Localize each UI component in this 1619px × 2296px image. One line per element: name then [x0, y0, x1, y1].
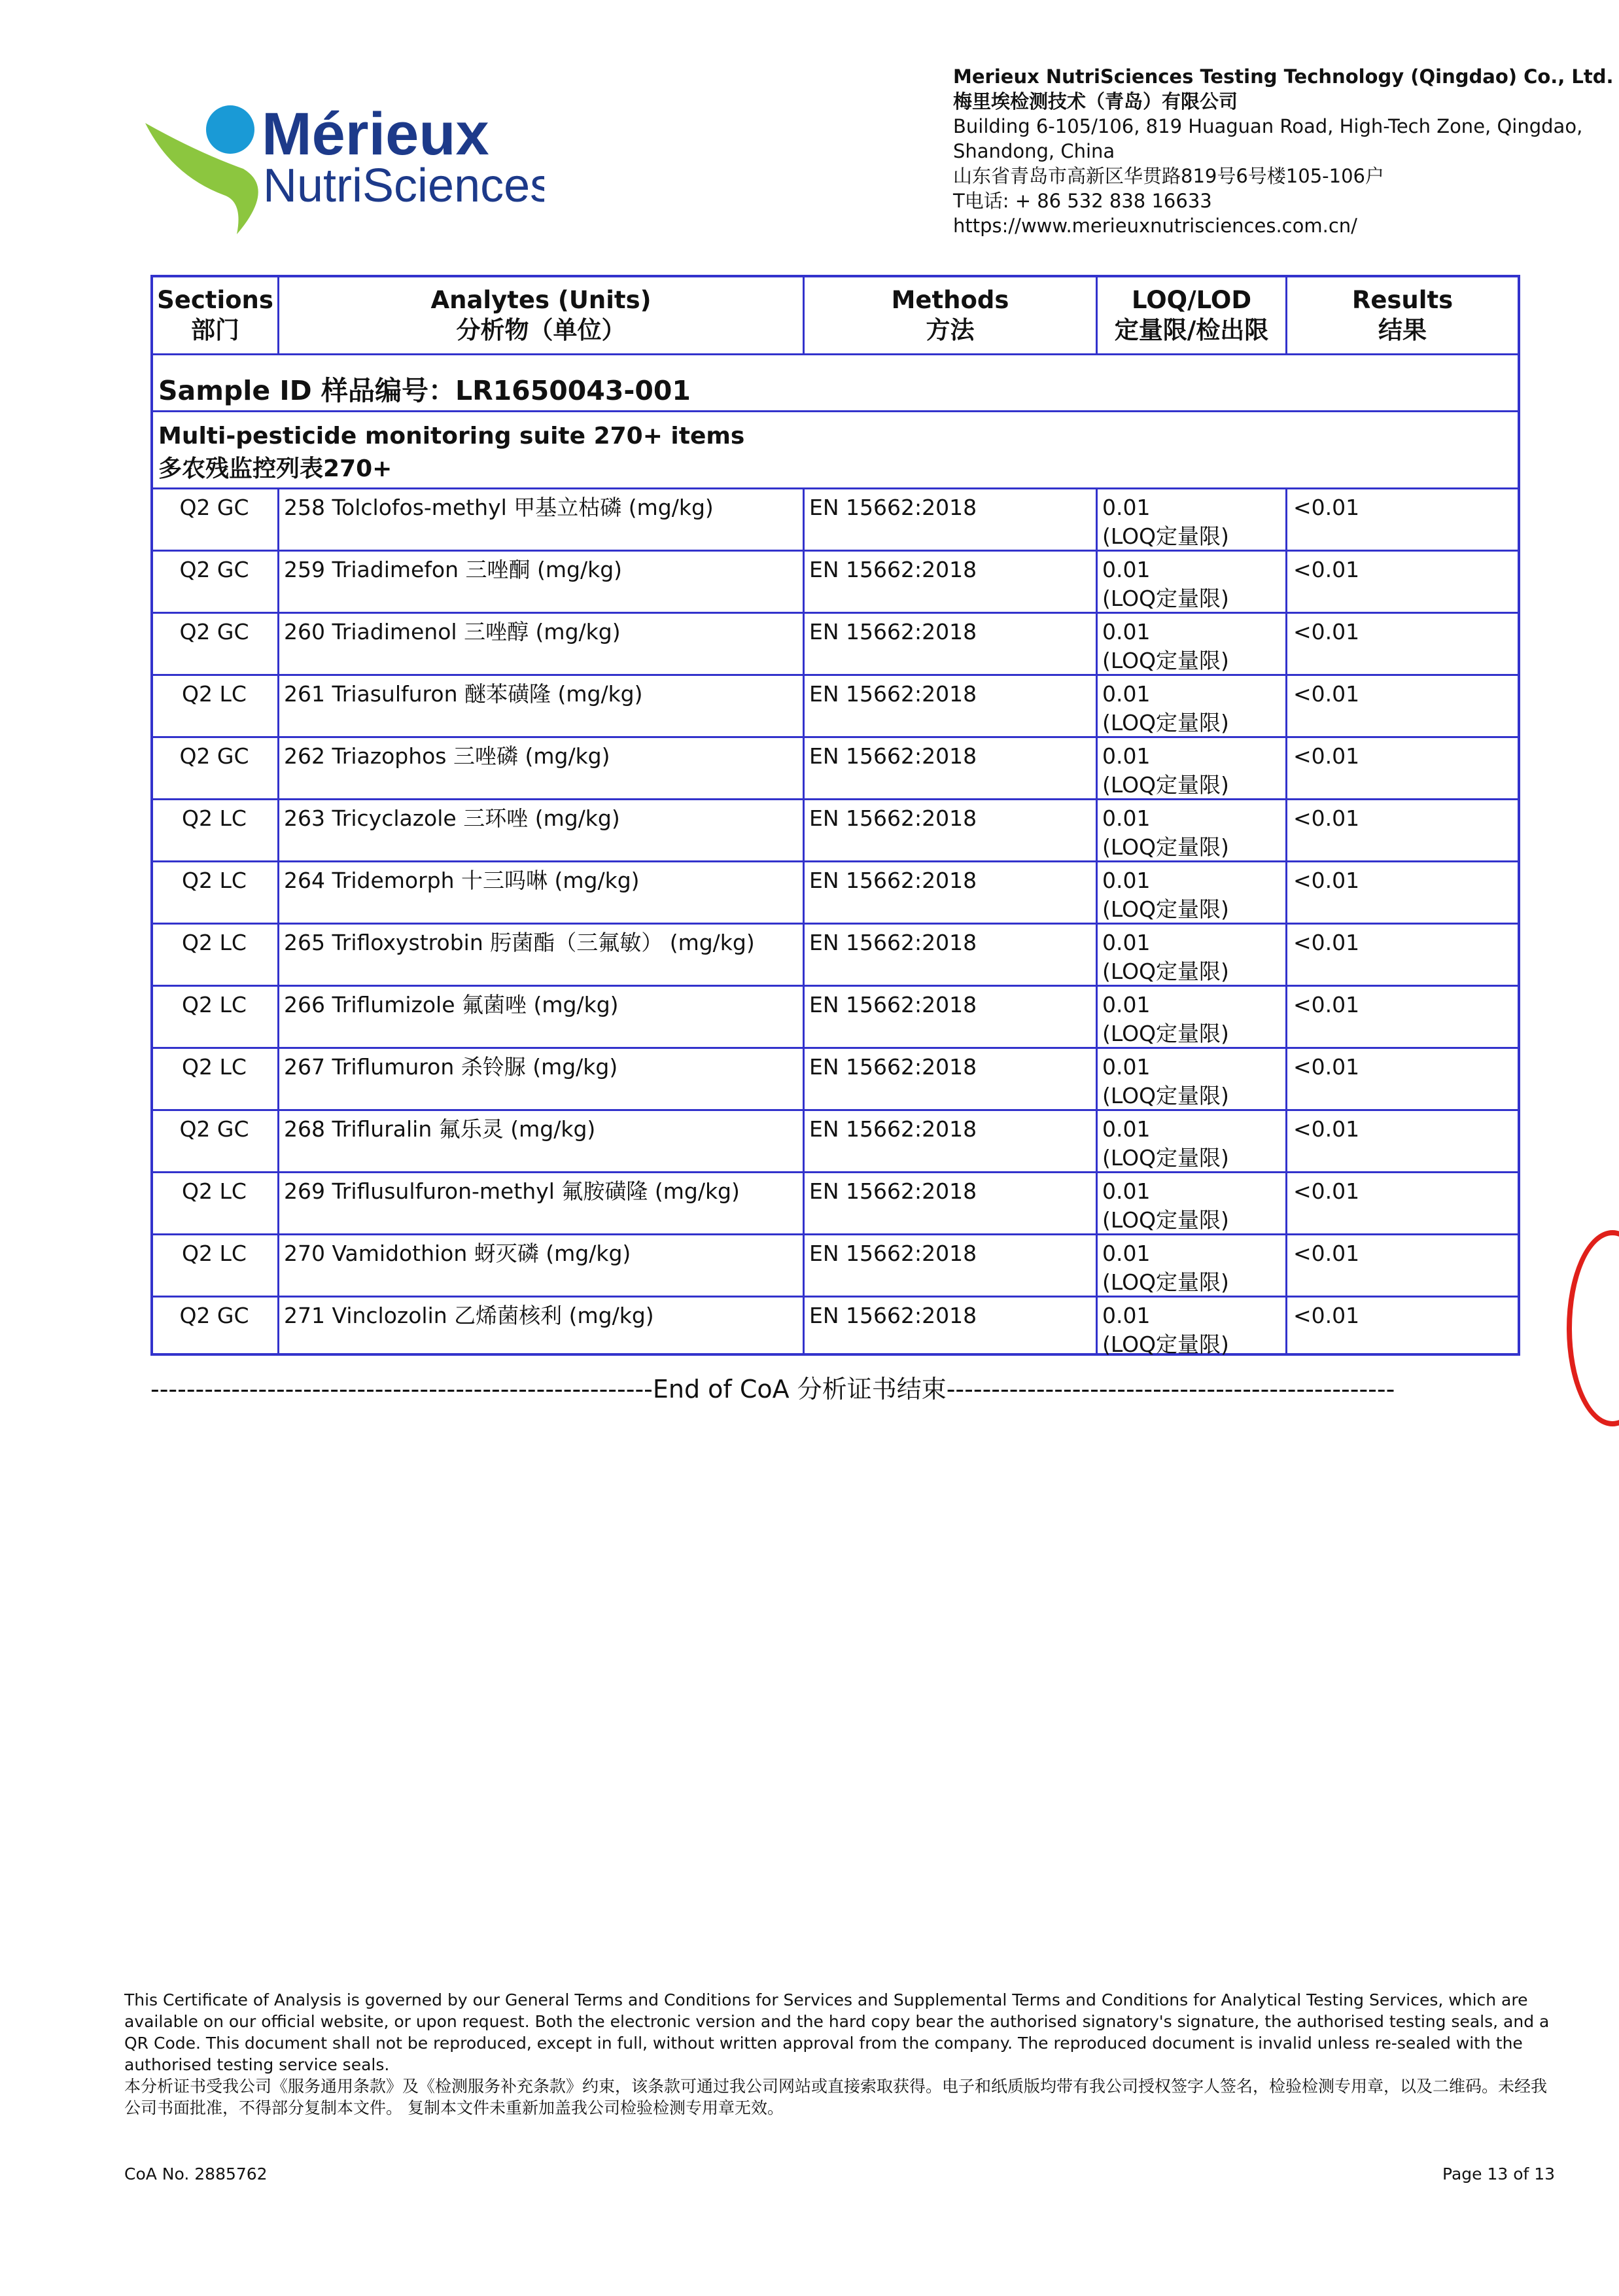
suite-title-cn: 多农残监控列表270+ — [158, 455, 392, 482]
table-row — [153, 985, 1518, 1047]
cell-analyte: 264 Tridemorph 十三吗啉 (mg/kg) — [284, 868, 640, 893]
results-table — [150, 275, 1520, 1356]
company-name-cn: 梅里埃检测技术（青岛）有限公司 — [953, 90, 1238, 113]
company-logo — [145, 97, 544, 234]
table-row — [153, 1171, 1518, 1233]
table-row — [153, 736, 1518, 798]
table-header — [153, 277, 1518, 355]
cell-analyte: 262 Triazophos 三唑磷 (mg/kg) — [284, 743, 610, 769]
cell-analyte: 268 Trifluralin 氟乐灵 (mg/kg) — [284, 1116, 596, 1142]
cell-method: EN 15662:2018 — [809, 1241, 977, 1266]
table-row — [153, 612, 1518, 674]
cell-result: <0.01 — [1293, 681, 1360, 707]
cell-analyte: 270 Vamidothion 蚜灭磷 (mg/kg) — [284, 1241, 631, 1266]
cell-loq-note: (LOQ定量限) — [1102, 896, 1229, 922]
cell-loq-note: (LOQ定量限) — [1102, 710, 1229, 735]
table-row — [153, 550, 1518, 612]
table-row — [153, 1109, 1518, 1171]
company-address-en-1: Building 6-105/106, 819 Huaguan Road, High-Tech Zone, Qingdao, — [953, 115, 1583, 137]
cell-section: Q2 LC — [182, 868, 247, 893]
cell-section: Q2 LC — [182, 1054, 247, 1080]
header-analytes — [279, 277, 803, 353]
cell-loq-value: 0.01 — [1102, 1116, 1151, 1142]
cell-analyte: 267 Triflumuron 杀铃脲 (mg/kg) — [284, 1054, 618, 1080]
cell-section: Q2 GC — [179, 619, 249, 645]
company-website[interactable]: https://www.merieuxnutrisciences.com.cn/ — [953, 215, 1357, 237]
cell-loq — [1102, 1115, 1229, 1173]
cell-loq-value: 0.01 — [1102, 1054, 1151, 1080]
end-of-coa: --------------------------------------------------------End of CoA 分析证书结束-------------------------------------------------- — [150, 1375, 1395, 1404]
cell-loq-note: (LOQ定量限) — [1102, 1083, 1229, 1108]
cell-result: <0.01 — [1293, 743, 1360, 769]
suite-title — [158, 420, 744, 486]
cell-section: Q2 GC — [179, 743, 249, 769]
cell-loq-value: 0.01 — [1102, 930, 1151, 955]
cell-loq-note: (LOQ定量限) — [1102, 772, 1229, 798]
cell-loq — [1102, 1053, 1229, 1110]
cell-section: Q2 GC — [179, 1116, 249, 1142]
cell-loq-value: 0.01 — [1102, 681, 1151, 707]
header-results-cn: 结果 — [1378, 316, 1427, 344]
header-sections-cn: 部门 — [191, 316, 239, 344]
cell-method: EN 15662:2018 — [809, 1303, 977, 1328]
footer-disclaimer — [124, 1989, 1550, 2119]
table-row — [153, 1233, 1518, 1296]
cell-loq-note: (LOQ定量限) — [1102, 648, 1229, 673]
cell-section: Q2 GC — [179, 557, 249, 582]
header-divider — [1285, 277, 1287, 353]
cell-loq-note: (LOQ定量限) — [1102, 523, 1229, 549]
cell-method: EN 15662:2018 — [809, 868, 977, 893]
cell-section: Q2 LC — [182, 805, 247, 831]
cell-loq-value: 0.01 — [1102, 805, 1151, 831]
company-info — [953, 64, 1614, 238]
logo-text-nutrisciences: NutriSciences — [263, 160, 544, 212]
cell-analyte: 265 Trifloxystrobin 肟菌酯（三氟敏） (mg/kg) — [284, 930, 755, 955]
company-name-en: Merieux NutriSciences Testing Technology (Qingdao) Co., Ltd. — [953, 65, 1614, 88]
cell-analyte: 261 Triasulfuron 醚苯磺隆 (mg/kg) — [284, 681, 643, 707]
cell-loq — [1102, 928, 1229, 986]
header-methods-cn: 方法 — [926, 316, 975, 344]
cell-analyte: 258 Tolclofos-methyl 甲基立枯磷 (mg/kg) — [284, 495, 714, 520]
cell-result: <0.01 — [1293, 1178, 1360, 1204]
cell-analyte: 269 Triflusulfuron-methyl 氟胺磺隆 (mg/kg) — [284, 1178, 740, 1204]
cell-result: <0.01 — [1293, 1116, 1360, 1142]
cell-method: EN 15662:2018 — [809, 930, 977, 955]
cell-result: <0.01 — [1293, 930, 1360, 955]
cell-loq — [1102, 556, 1229, 613]
cell-loq-value: 0.01 — [1102, 1303, 1151, 1328]
cell-loq — [1102, 618, 1229, 675]
cell-loq-note: (LOQ定量限) — [1102, 1021, 1229, 1046]
cell-method: EN 15662:2018 — [809, 743, 977, 769]
cell-loq — [1102, 493, 1229, 551]
cell-method: EN 15662:2018 — [809, 1116, 977, 1142]
header-analytes-en: Analytes (Units) — [430, 286, 652, 314]
cell-loq-note: (LOQ定量限) — [1102, 586, 1229, 611]
cell-section: Q2 LC — [182, 1241, 247, 1266]
suite-title-en: Multi-pesticide monitoring suite 270+ items — [158, 423, 745, 450]
company-address-cn: 山东省青岛市高新区华贯路819号6号楼105-106户 — [953, 165, 1384, 187]
header-analytes-cn: 分析物（单位） — [456, 316, 626, 344]
header-results — [1287, 277, 1518, 353]
cell-result: <0.01 — [1293, 1241, 1360, 1266]
table-row — [153, 1047, 1518, 1109]
cell-method: EN 15662:2018 — [809, 619, 977, 645]
logo-text-merieux: Mérieux — [262, 101, 489, 168]
table-row — [153, 860, 1518, 923]
cell-loq — [1102, 1239, 1229, 1297]
page-number: Page 13 of 13 — [1442, 2164, 1556, 2183]
cell-result: <0.01 — [1293, 495, 1360, 520]
cell-analyte: 271 Vinclozolin 乙烯菌核利 (mg/kg) — [284, 1303, 654, 1328]
cell-section: Q2 LC — [182, 930, 247, 955]
cell-loq — [1102, 1177, 1229, 1235]
header-methods-en: Methods — [891, 286, 1009, 314]
cell-loq-value: 0.01 — [1102, 743, 1151, 769]
cell-section: Q2 LC — [182, 992, 247, 1017]
cell-loq-value: 0.01 — [1102, 1241, 1151, 1266]
table-row — [153, 1296, 1518, 1358]
cell-section: Q2 LC — [182, 1178, 247, 1204]
cell-loq — [1102, 1301, 1229, 1359]
cell-result: <0.01 — [1293, 1054, 1360, 1080]
cell-loq-value: 0.01 — [1102, 495, 1151, 520]
cell-loq-value: 0.01 — [1102, 868, 1151, 893]
cell-method: EN 15662:2018 — [809, 495, 977, 520]
table-row — [153, 798, 1518, 860]
cell-result: <0.01 — [1293, 868, 1360, 893]
cell-method: EN 15662:2018 — [809, 805, 977, 831]
cell-loq-value: 0.01 — [1102, 619, 1151, 645]
cell-method: EN 15662:2018 — [809, 557, 977, 582]
cell-loq — [1102, 804, 1229, 862]
cell-loq-note: (LOQ定量限) — [1102, 1269, 1229, 1295]
header-sections — [153, 277, 277, 353]
company-phone: T电话: + 86 532 838 16633 — [953, 190, 1212, 212]
cell-result: <0.01 — [1293, 805, 1360, 831]
cell-loq — [1102, 991, 1229, 1048]
disclaimer-en: This Certificate of Analysis is governed by our General Terms and Conditions for Services and Supplemental Terms and Conditions for Analytical Testing Services, which are available on our official website, or upon request. Both the electronic version and the hard copy bear the authorised signatory's signature, the authorised testing seals, and a QR Code. This document shall not be reproduced, except in full, without written approval from the company. The reproduced document is invalid unless re-sealed with the authorised testing service seals. — [124, 1990, 1550, 2074]
cell-loq — [1102, 742, 1229, 800]
header-sections-en: Sections — [157, 286, 273, 314]
cell-loq — [1102, 680, 1229, 737]
cell-loq — [1102, 866, 1229, 924]
header-divider — [277, 277, 279, 353]
cell-section: Q2 LC — [182, 681, 247, 707]
cell-loq-note: (LOQ定量限) — [1102, 959, 1229, 984]
cell-analyte: 259 Triadimefon 三唑酮 (mg/kg) — [284, 557, 623, 582]
testing-seal-stamp — [1567, 1230, 1619, 1426]
cell-loq-note: (LOQ定量限) — [1102, 834, 1229, 860]
cell-analyte: 260 Triadimenol 三唑醇 (mg/kg) — [284, 619, 621, 645]
cell-loq-note: (LOQ定量限) — [1102, 1145, 1229, 1171]
company-address-en-2: Shandong, China — [953, 140, 1115, 162]
header-divider — [803, 277, 805, 353]
cell-loq-value: 0.01 — [1102, 1178, 1151, 1204]
header-methods — [805, 277, 1096, 353]
table-row — [153, 923, 1518, 985]
cell-method: EN 15662:2018 — [809, 1054, 977, 1080]
cell-result: <0.01 — [1293, 1303, 1360, 1328]
table-row — [153, 487, 1518, 550]
header-results-en: Results — [1351, 286, 1454, 314]
cell-method: EN 15662:2018 — [809, 681, 977, 707]
cell-section: Q2 GC — [179, 495, 249, 520]
header-loq-en: LOQ/LOD — [1131, 286, 1252, 314]
cell-result: <0.01 — [1293, 992, 1360, 1017]
divider-line — [153, 410, 1518, 412]
header-divider — [1096, 277, 1098, 353]
sample-id: Sample ID 样品编号：LR1650043-001 — [158, 375, 691, 406]
cell-loq-value: 0.01 — [1102, 992, 1151, 1017]
table-row — [153, 674, 1518, 736]
cell-result: <0.01 — [1293, 557, 1360, 582]
cell-loq-note: (LOQ定量限) — [1102, 1207, 1229, 1233]
header-loq — [1098, 277, 1285, 353]
header-loq-cn: 定量限/检出限 — [1114, 316, 1269, 344]
cell-section: Q2 GC — [179, 1303, 249, 1328]
cell-analyte: 263 Tricyclazole 三环唑 (mg/kg) — [284, 805, 620, 831]
cell-analyte: 266 Triflumizole 氟菌唑 (mg/kg) — [284, 992, 619, 1017]
cell-result: <0.01 — [1293, 619, 1360, 645]
cell-method: EN 15662:2018 — [809, 992, 977, 1017]
cell-loq-value: 0.01 — [1102, 557, 1151, 582]
merieux-logo-icon — [145, 97, 544, 234]
coa-number: CoA No. 2885762 — [124, 2164, 268, 2183]
cell-method: EN 15662:2018 — [809, 1178, 977, 1204]
cell-loq-note: (LOQ定量限) — [1102, 1332, 1229, 1357]
disclaimer-cn: 本分析证书受我公司《服务通用条款》及《检测服务补充条款》约束，该条款可通过我公司网站或直接索取获得。电子和纸质版均带有我公司授权签字人签名，检验检测专用章，以及二维码。未经我公司书面批准，不得部分复制本文件。 复制本文件未重新加盖我公司检验检测专用章无效。 — [124, 2077, 1548, 2117]
